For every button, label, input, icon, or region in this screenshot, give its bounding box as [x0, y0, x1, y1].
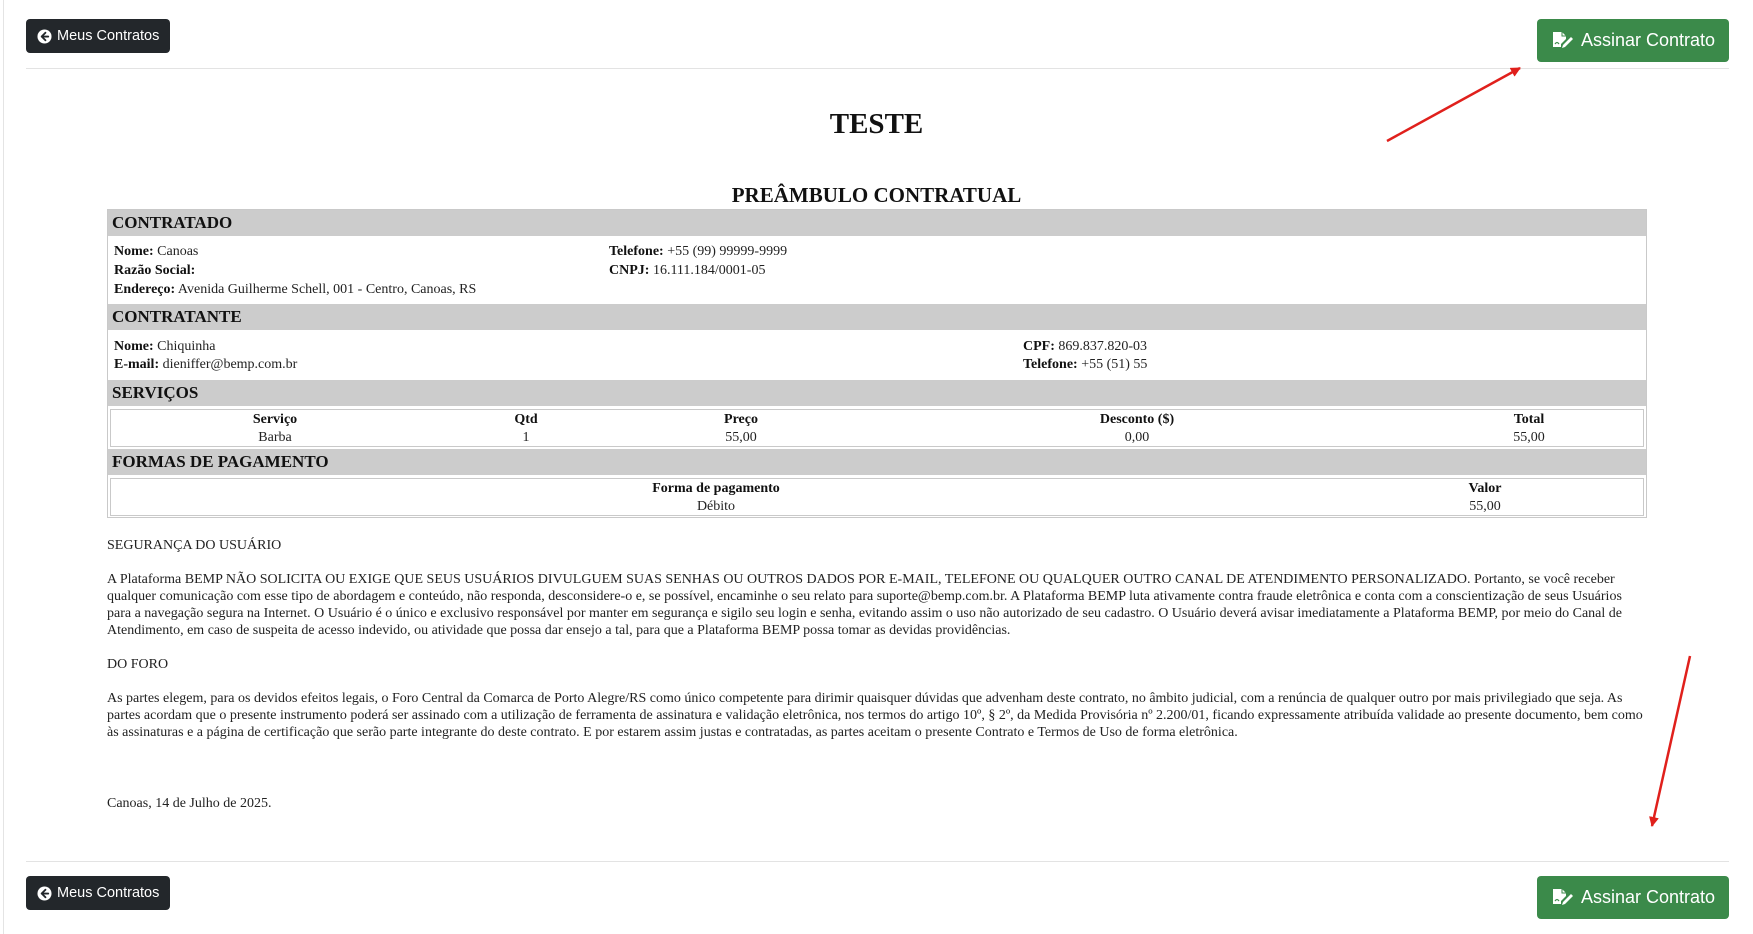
arrow-circle-left-icon [37, 886, 52, 901]
my-contracts-button-bottom[interactable] [26, 876, 170, 910]
contratante-cpf: CPF: 869.837.820-03 [1023, 339, 1148, 354]
contratado-telefone: Telefone: +55 (99) 99999-9999 [609, 244, 788, 259]
contratado-header: CONTRATADO [108, 210, 1646, 236]
file-signature-icon [1551, 31, 1573, 51]
servicos-col-desconto: Desconto ($) [1099, 412, 1175, 427]
servicos-col-total: Total [1513, 412, 1545, 427]
sign-contract-button-top[interactable] [1537, 19, 1729, 62]
servicos-cell: 55,00 [725, 430, 757, 445]
servicos-cell: 1 [522, 430, 530, 445]
contratado-razao-social: Razão Social: [114, 263, 196, 278]
foro-text: As partes elegem, para os devidos efeitos legais, o Foro Central da Comarca de Porto Alegre/RS como único competente para dirimir quaisquer dúvidas que advenham deste contrato, no âmbito judicial, com a renúncia de qualquer outro por mais privilegiado que seja. As partes acordam que o presente instrumento poderá ser assinado com a utilização de ferramenta de assinatura e validação eletrônica, nos termos do artigo 10º, § 2º, da Medida Provisória nº 2.200/01, ficando expressamente atribuída validade ao presente documento, bem como às assinaturas e a página de certificação que serão parte integrante do deste contrato. E por estarem assim justas e contratadas, as partes aceitam o presente Contrato e Termos de Uso de forma eletrônica. [107, 691, 1643, 740]
contratado-cnpj: CNPJ: 16.111.184/0001-05 [609, 263, 766, 278]
my-contracts-button-top[interactable] [26, 19, 170, 53]
foro-title: DO FORO [107, 657, 169, 672]
annotation-arrow-bottom [1652, 656, 1690, 826]
my-contracts-label: Meus Contratos [57, 885, 160, 901]
my-contracts-label: Meus Contratos [57, 28, 160, 44]
preamble-title: PREÂMBULO CONTRATUAL [731, 183, 1022, 207]
seguranca-title: SEGURANÇA DO USUÁRIO [107, 538, 282, 553]
contratante-header: CONTRATANTE [108, 304, 1646, 330]
contratante-telefone: Telefone: +55 (51) 55 [1023, 357, 1148, 372]
pagamento-header: FORMAS DE PAGAMENTO [108, 449, 1646, 475]
preamble-box [107, 209, 1647, 518]
contratante-email: E-mail: dieniffer@bemp.com.br [114, 357, 298, 372]
pagamento-table [110, 478, 1644, 516]
arrow-circle-left-icon [37, 29, 52, 44]
servicos-cell: 0,00 [1124, 430, 1150, 445]
servicos-col-preco: Preço [724, 412, 758, 427]
servicos-col-servico: Serviço [252, 412, 298, 427]
sign-contract-button-bottom[interactable] [1537, 876, 1729, 919]
contract-title: TESTE [829, 108, 924, 140]
bottom-divider [26, 861, 1729, 862]
servicos-table [110, 409, 1644, 447]
servicos-header: SERVIÇOS [108, 380, 1646, 406]
file-signature-icon [1551, 888, 1573, 908]
sign-contract-label: Assinar Contrato [1580, 887, 1716, 907]
seguranca-text: A Plataforma BEMP NÃO SOLICITA OU EXIGE QUE SEUS USUÁRIOS DIVULGUEM SUAS SENHAS OU OUTROS DADOS POR E-MAIL, TELEFONE OU QUALQUER OUTRO CANAL DE ATENDIMENTO PERSONALIZADO. Portanto, se você receber qualquer comunicação com esse tipo de abordagem e conteúdo, não responda, desconsidere-o e, se possível, encaminhe o seu relato para suporte@bemp.com.br. A Plataforma BEMP luta ativamente contra fraude eletrônica e conta com a conscientização de seus Usuários para a navegação segura na Internet. O Usuário é o único e exclusivo responsável por manter em segurança e sigilo seu login e senha, evitando assim o uso não autorizado de seu cadastro. O Usuário deverá avisar imediatamente a Plataforma BEMP, por meio do Canal de Atendimento, em caso de suspeita de acesso indevido, ou atividade que possa dar ensejo a tal, para que a Plataforma BEMP possa tomar as devidas providências. [107, 572, 1622, 638]
contratado-nome: Nome: Canoas [114, 244, 199, 259]
pagamento-cell: Débito [696, 499, 736, 514]
servicos-cell: Barba [258, 430, 292, 445]
pagamento-cell: 55,00 [1469, 499, 1501, 514]
servicos-col-qtd: Qtd [514, 412, 538, 427]
top-divider [26, 68, 1729, 69]
pagamento-col-forma: Forma de pagamento [652, 481, 780, 496]
contratado-endereco: Endereço: Avenida Guilherme Schell, 001 - Centro, Canoas, RS [114, 282, 477, 297]
date-line: Canoas, 14 de Julho de 2025. [107, 796, 272, 811]
contratante-nome: Nome: Chiquinha [114, 339, 216, 354]
servicos-cell: 55,00 [1513, 430, 1545, 445]
pagamento-col-valor: Valor [1468, 481, 1502, 496]
sign-contract-label: Assinar Contrato [1580, 30, 1716, 50]
